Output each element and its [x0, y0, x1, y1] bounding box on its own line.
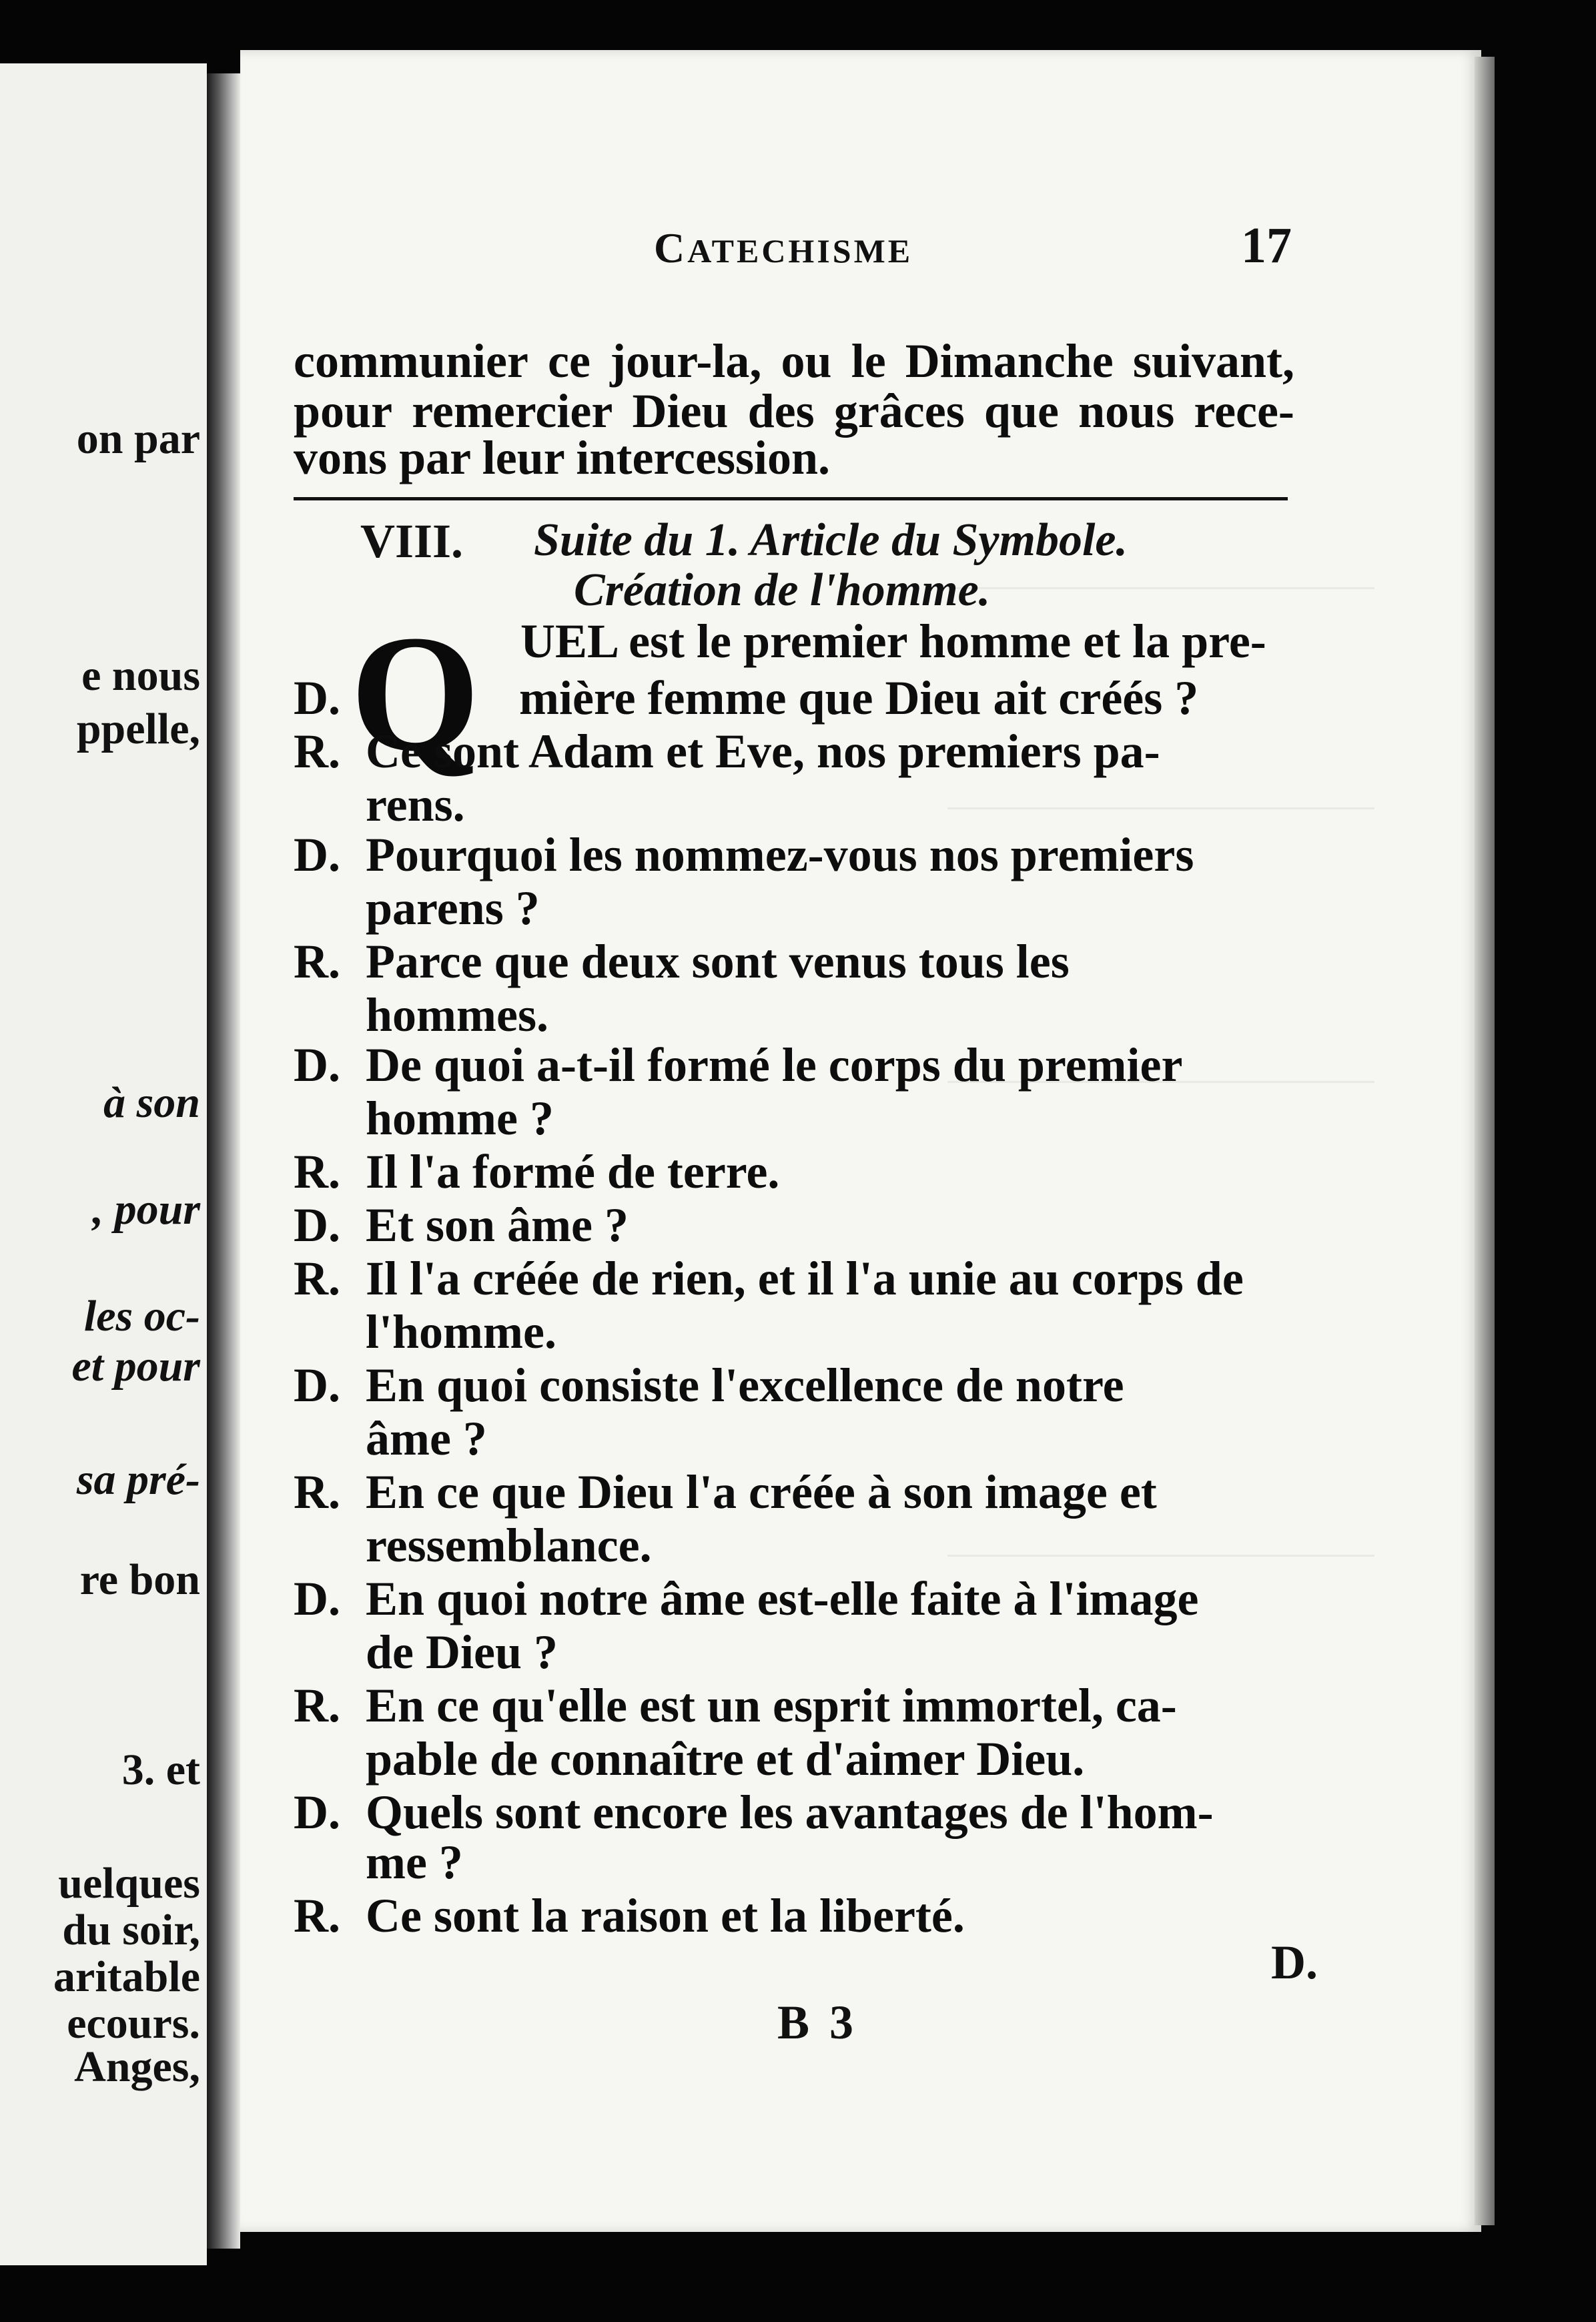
section-title: Suite du 1. Article du Symbole. [534, 514, 1128, 566]
catechism-line: rens. [366, 778, 465, 831]
catechism-line: D. De quoi a-t-il formé le corps du premier [294, 1038, 1183, 1092]
drop-cap: Q [350, 601, 480, 786]
left-page-fragment: à son [103, 1078, 200, 1127]
catechism-line: pable de connaître et d'aimer Dieu. [366, 1732, 1085, 1786]
show-through [947, 587, 1374, 589]
catechism-line: D. En quoi notre âme est-elle faite à l'image [294, 1572, 1199, 1625]
line-tag: D. [294, 1038, 340, 1092]
section-subtitle: Création de l'homme. [574, 564, 991, 616]
catechism-line: D. Et son âme ? [294, 1198, 629, 1252]
section-number: VIII. [360, 514, 464, 568]
book-gutter [207, 73, 240, 2249]
catechism-line: D. En quoi consiste l'excellence de notre [294, 1359, 1124, 1412]
line-tag: D. [294, 1198, 340, 1252]
line-tag: D. [294, 671, 340, 725]
catechism-line: R. Il l'a créée de rien, et il l'a unie au corps de [294, 1252, 1244, 1305]
left-page-fragment: re bon [79, 1555, 200, 1604]
catechism-line: UEL est le premier homme et la pre- [520, 615, 1266, 668]
left-page-fragment: 3. et [121, 1746, 200, 1794]
left-page-fragment: les oc- [83, 1292, 200, 1340]
catechism-line: D. Pourquoi les nommez-vous nos premiers [294, 828, 1194, 881]
left-page-fragment: aritable [53, 1952, 200, 2001]
line-tag: D. [294, 828, 340, 881]
line-tag: R. [294, 725, 340, 778]
line-tag: R. [294, 1145, 340, 1198]
left-page-fragment: et pour [71, 1342, 200, 1391]
left-page-fragment: sa pré- [76, 1455, 200, 1504]
catechism-line: ressemblance. [366, 1519, 652, 1572]
catechism-line: me ? [366, 1836, 463, 1889]
line-tag: D. [294, 1359, 340, 1412]
running-title: CATECHISME [654, 224, 913, 272]
line-tag: R. [294, 935, 340, 988]
line-tag: D. [294, 1786, 340, 1839]
continuation-line: pour remercier Dieu des grâces que nous rece- [294, 384, 1294, 438]
catechism-line: hommes. [366, 988, 548, 1042]
catechism-line: âme ? [366, 1412, 487, 1465]
page-number: 17 [1241, 218, 1292, 274]
catechism-line: l'homme. [366, 1305, 556, 1359]
catechism-line: D. Quels sont encore les avantages de l'hom- [294, 1786, 1214, 1839]
catechism-line: homme ? [366, 1092, 554, 1145]
left-page-fragment: , pour [92, 1185, 200, 1234]
line-tag: R. [294, 1252, 340, 1305]
continuation-line: vons par leur intercession. [294, 431, 831, 484]
line-tag: R. [294, 1889, 340, 1942]
catechism-line: R. En ce que Dieu l'a créée à son image et [294, 1465, 1157, 1519]
catechism-line: parens ? [366, 881, 540, 935]
catechism-line: D. mière femme que Dieu ait créés ? [294, 671, 1199, 725]
continuation-line: communier ce jour-la, ou le Dimanche suivant, [294, 334, 1294, 388]
catchword: D. [1271, 1936, 1318, 1989]
catechism-line: R. Il l'a formé de terre. [294, 1145, 780, 1198]
line-tag: R. [294, 1465, 340, 1519]
left-page-fragment: ppelle, [76, 705, 200, 753]
signature-mark: B 3 [777, 1996, 858, 2049]
left-facing-page [0, 63, 207, 2265]
line-tag: R. [294, 1679, 340, 1732]
left-page-fragment: uelques [58, 1859, 200, 1908]
left-page-fragment: ecours. [67, 1999, 200, 2048]
left-page-fragment: e nous [81, 651, 200, 700]
left-page-fragment: Anges, [74, 2042, 200, 2091]
page-edge [1475, 57, 1495, 2225]
left-page-fragment: on par [76, 414, 200, 463]
catechism-line: R. Ce sont Adam et Eve, nos premiers pa- [294, 725, 1160, 778]
line-tag: D. [294, 1572, 340, 1625]
section-rule [294, 497, 1288, 500]
catechism-line: R. Ce sont la raison et la liberté. [294, 1889, 965, 1942]
catechism-line: R. Parce que deux sont venus tous les [294, 935, 1070, 988]
catechism-line: R. En ce qu'elle est un esprit immortel, ca- [294, 1679, 1177, 1732]
catechism-line: de Dieu ? [366, 1625, 558, 1679]
left-page-fragment: du soir, [62, 1906, 200, 1954]
